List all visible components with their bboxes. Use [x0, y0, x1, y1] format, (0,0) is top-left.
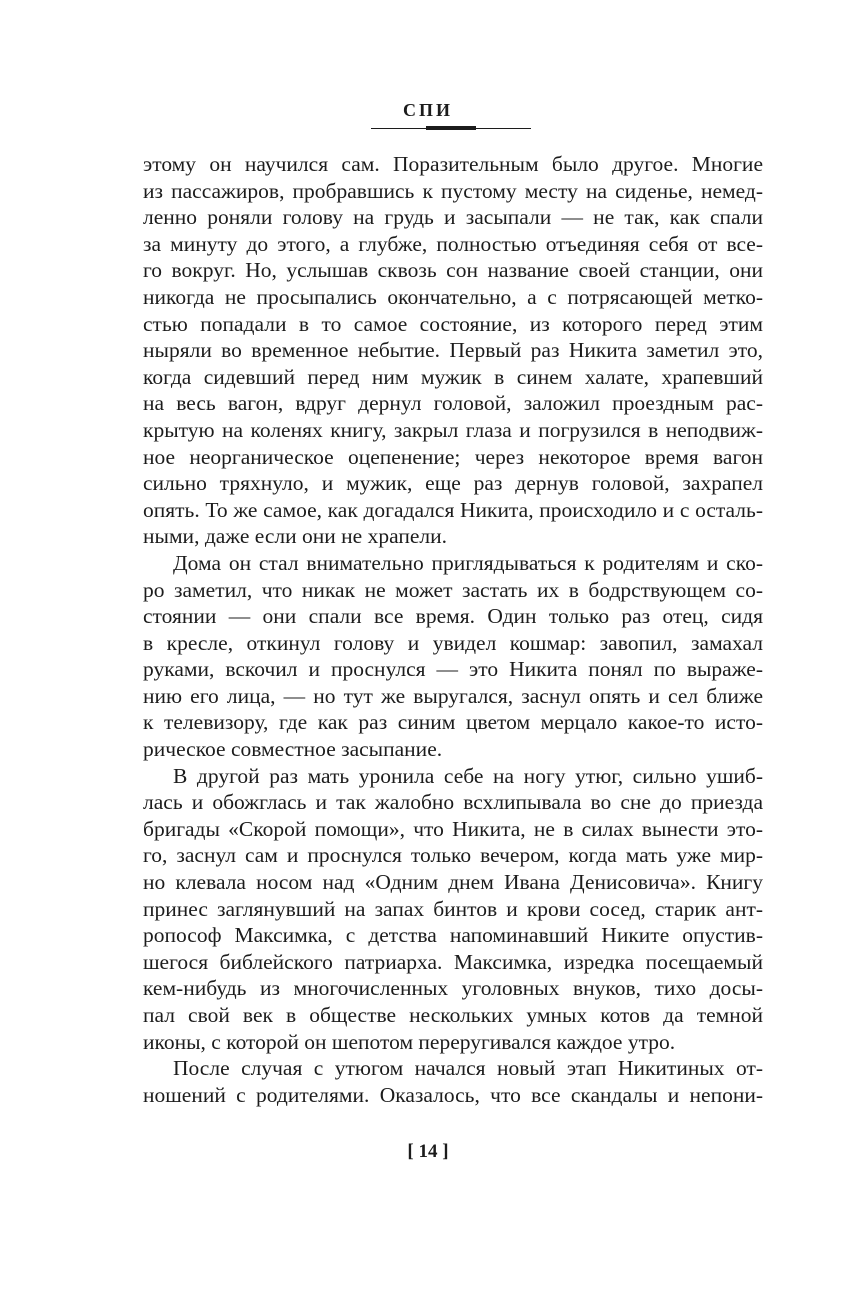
text-line: руками, вскочил и проснулся — это Никита понял по выраже- — [143, 657, 763, 682]
paragraph — [143, 763, 763, 1056]
text-line: крытую на коленях книгу, закрыл глаза и погрузился в неподвиж- — [143, 417, 763, 442]
text-line: на весь вагон, вдруг дернул головой, заложил проездным рас- — [143, 391, 763, 416]
text-line: сильно тряхнуло, и мужик, еще раз дернув головой, захрапел — [143, 471, 763, 496]
text-line: стью попадали в то самое состояние, из которого перед этим — [143, 311, 763, 336]
running-head-rule — [371, 128, 531, 129]
text-line: Дома он стал внимательно приглядываться к родителям и ско- — [173, 550, 763, 575]
text-line: принес заглянувший на запах бинтов и крови сосед, старик ант- — [143, 896, 763, 921]
text-line: рическое совместное засыпание. — [143, 737, 443, 762]
text-line: После случая с утюгом начался новый этап Никитиных от- — [173, 1056, 763, 1081]
text-line: го вокруг. Но, услышав сквозь сон название своей станции, они — [143, 258, 763, 283]
paragraph — [143, 1055, 763, 1108]
text-line: ленно роняли голову на грудь и засыпали — не так, как спали — [143, 205, 763, 230]
paragraph — [143, 151, 763, 550]
body-text — [143, 151, 763, 1108]
text-line: к телевизору, где как раз синим цветом мерцало какое-то исто- — [143, 710, 763, 735]
text-line: го, заснул сам и проснулся только вечером, когда мать уже мир- — [143, 843, 763, 868]
text-line: нию его лица, — но тут же выругался, заснул опять и сел ближе — [143, 683, 763, 708]
text-line: стоянии — они спали все время. Один только раз отец, сидя — [143, 604, 763, 629]
text-line: ро заметил, что никак не может застать их в бодрствующем со- — [143, 577, 763, 602]
paragraph — [143, 550, 763, 763]
text-line: из пассажиров, пробравшись к пустому месту на сиденье, немед- — [143, 178, 763, 203]
text-line: ными, даже если они не храпели. — [143, 524, 447, 549]
text-line: за минуту до этого, а глубже, полностью отъединяя себя от все- — [143, 231, 763, 256]
text-line: опять. То же самое, как догадался Никита, происходило и с осталь- — [143, 497, 763, 522]
text-line: кем-нибудь из многочисленных уголовных внуков, тихо досы- — [143, 976, 763, 1001]
text-line: никогда не просыпались окончательно, а с потрясающей метко- — [143, 284, 763, 309]
text-line: ныряли во временное небытие. Первый раз Никита заметил это, — [143, 338, 763, 363]
text-line: лась и обожглась и так жалобно всхлипывала во сне до приезда — [143, 790, 763, 815]
page-number: [ 14 ] — [407, 1141, 449, 1162]
text-line: в кресле, откинул голову и увидел кошмар: завопил, замахал — [143, 630, 763, 655]
text-line: бригады «Скорой помощи», что Никита, не в силах вынести это- — [143, 816, 763, 841]
text-line: ропософ Максимка, с детства напоминавший Никите опустив- — [143, 923, 763, 948]
text-line: В другой раз мать уронила себе на ногу утюг, сильно ушиб- — [173, 763, 763, 788]
running-head: СПИ — [402, 100, 453, 120]
text-line: этому он научился сам. Поразительным было другое. Многие — [143, 152, 763, 176]
text-line: ношений с родителями. Оказалось, что все скандалы и непони- — [143, 1082, 763, 1107]
text-line: шегося библейского патриарха. Максимка, изредка посещаемый — [143, 949, 763, 974]
text-line: но клевала носом над «Одним днем Ивана Денисовича». Книгу — [143, 870, 763, 895]
text-line: иконы, с которой он шепотом переругивался каждое утро. — [143, 1029, 676, 1054]
text-line: когда сидевший перед ним мужик в синем халате, храпевший — [143, 364, 763, 389]
text-line: пал свой век в обществе нескольких умных котов да темной — [143, 1003, 763, 1027]
text-line: ное неорганическое оцепенение; через некоторое время вагон — [143, 444, 763, 469]
